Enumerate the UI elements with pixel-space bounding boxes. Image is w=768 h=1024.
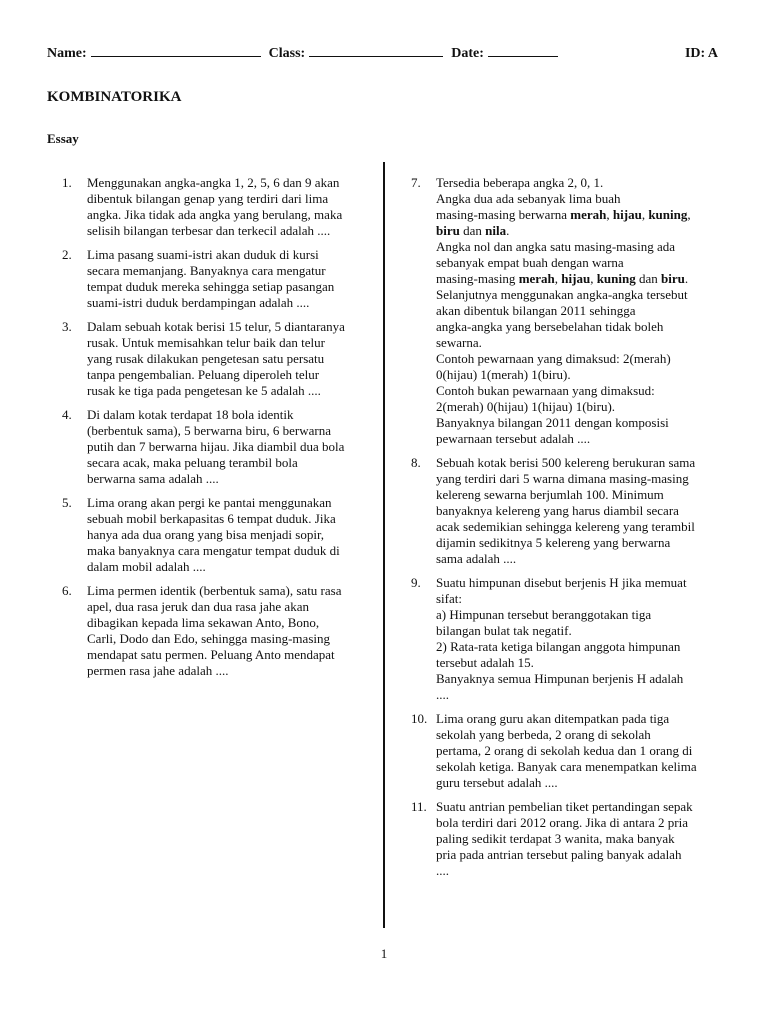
text-run: , [554,271,562,286]
question-line: angka-angka yang bersebelahan tidak boleh [436,319,664,334]
date-field [451,44,558,62]
question-line: sebuah mobil berkapasitas 6 tempat duduk. Jika [87,511,336,526]
question-number: 1. [62,175,72,190]
question-line [436,223,728,239]
question-line: Lima orang guru akan ditempatkan pada tiga [436,711,670,726]
question-line: mendapat satu permen. Peluang Anto mendapat [87,647,335,662]
text-run: , [606,207,613,222]
question-line: dibentuk bilangan genap yang terdiri dari lima [87,191,329,206]
question-line: permen rasa jahe adalah .... [87,663,229,678]
question-line: Menggunakan angka-angka 1, 2, 5, 6 dan 9 akan [87,175,340,190]
question-number: 5. [62,495,72,510]
question-5 [62,495,374,575]
section-heading: Essay [47,131,79,146]
question-line: Suatu himpunan disebut berjenis H jika memuat [436,575,687,590]
question-line: .... [436,687,449,702]
question-7 [411,175,728,447]
question-line: Carli, Dodo dan Edo, sehingga masing-masing [87,631,330,646]
question-line: bola terdiri dari 2012 orang. Jika di antara 2 pria [436,815,688,830]
question-line: sewarna. [436,335,482,350]
question-line: apel, dua rasa jeruk dan dua rasa jahe akan [87,599,309,614]
question-line [436,207,728,223]
date-blank-line [488,44,558,57]
question-line: yang rusak dilakukan pengetesan satu persatu [87,351,325,366]
question-line: tempat duduk mereka sehingga setiap pasangan [87,279,335,294]
color-word: nila [485,223,507,238]
question-number: 7. [411,175,421,190]
question-line: yang terdiri dari 5 warna dimana masing-masing [436,471,689,486]
name-field [47,44,261,62]
question-line: sekolah ketiga. Banyak cara menempatkan kelima [436,759,697,774]
question-9 [411,575,728,703]
question-line: Banyaknya semua Himpunan berjenis H adalah [436,671,684,686]
question-text [87,407,374,487]
question-line: sama adalah .... [436,551,517,566]
color-word: merah [570,207,607,222]
question-line: sekolah yang berbeda, 2 orang di sekolah [436,727,651,742]
question-line: rusak ke tiga pada pengetesan ke 5 adalah .... [87,383,321,398]
id-label: ID: A [684,46,718,61]
question-number: 4. [62,407,72,422]
color-word: kuning [648,207,688,222]
question-text [87,247,374,311]
question-text [87,583,374,679]
color-word: hijau [561,271,591,286]
question-line: putih dan 7 berwarna hijau. Jika diambil dua bola [87,439,345,454]
question-line: sebanyak empat buah dengan warna [436,255,624,270]
question-text [436,799,728,879]
question-text [436,455,728,567]
right-column [411,175,728,887]
color-word: hijau [612,207,642,222]
class-blank-line [309,44,443,57]
question-line: Dalam sebuah kotak berisi 15 telur, 5 diantaranya [87,319,345,334]
question-3 [62,319,374,399]
question-2 [62,247,374,311]
question-line: Lima permen identik (berbentuk sama), satu rasa [87,583,342,598]
question-number: 9. [411,575,421,590]
question-line: Tersedia beberapa angka 2, 0, 1. [436,175,604,190]
column-divider [383,162,385,928]
question-number: 2. [62,247,72,262]
question-line: secara acak, maka peluang terambil bola [87,455,298,470]
question-4 [62,407,374,487]
color-word: biru [436,223,460,238]
question-line: pewarnaan tersebut adalah .... [436,431,591,446]
question-line: guru tersebut adalah .... [436,775,558,790]
question-text [436,175,728,447]
text-run: , [687,207,691,222]
question-text [436,711,728,791]
question-line: Banyaknya bilangan 2011 dengan komposisi [436,415,669,430]
question-number: 6. [62,583,72,598]
text-run: masing-masing [436,271,519,286]
class-label: Class: [268,46,306,61]
color-word: biru [661,271,685,286]
question-line: tanpa pengembalian. Peluang diperoleh telur [87,367,320,382]
question-line: paling sedikit terdapat 3 wanita, maka banyak [436,831,675,846]
question-line: Suatu antrian pembelian tiket pertandingan sepak [436,799,693,814]
text-run: dan [459,223,486,238]
worksheet-header [47,44,718,62]
id-field [685,46,718,62]
text-run: . [506,223,510,238]
question-line: .... [436,863,449,878]
question-number: 10. [411,711,428,726]
question-line: 0(hijau) 1(merah) 1(biru). [436,367,571,382]
question-line: 2) Rata-rata ketiga bilangan anggota himpunan [436,639,681,654]
question-1 [62,175,374,239]
question-line: berwarna sama adalah .... [87,471,219,486]
question-line: Angka nol dan angka satu masing-masing ada [436,239,675,254]
question-line: Lima orang akan pergi ke pantai menggunakan [87,495,332,510]
question-number: 8. [411,455,421,470]
question-line: hanya ada dua orang yang bisa menjadi sopir, [87,527,325,542]
question-line: 2(merah) 0(hijau) 1(hijau) 1(biru). [436,399,616,414]
question-line: maka banyaknya cara mengatur tempat duduk di [87,543,340,558]
question-line: a) Himpunan tersebut beranggotakan tiga [436,607,652,622]
question-line: selisih bilangan terbesar dan terkecil adalah .... [87,223,331,238]
question-number: 3. [62,319,72,334]
text-run: masing-masing berwarna [436,207,571,222]
question-text [436,575,728,703]
question-line: secara memanjang. Banyaknya cara mengatur [87,263,326,278]
question-line: Sebuah kotak berisi 500 kelereng berukuran sama [436,455,696,470]
question-10 [411,711,728,791]
worksheet-title: KOMBINATORIKA [47,89,182,105]
question-line: acak sedemikian sehingga kelereng yang terambil [436,519,695,534]
name-label: Name: [47,46,87,61]
question-line: tersebut adalah 15. [436,655,534,670]
question-line: Lima pasang suami-istri akan duduk di kursi [87,247,319,262]
question-line: dijamin sedikitnya 5 kelereng yang berwarna [436,535,671,550]
question-line: banyaknya kelereng yang harus diambil secara [436,503,679,518]
left-column [62,175,374,687]
page-number: 1 [380,946,388,961]
text-run: , [590,271,597,286]
question-line: dalam mobil adalah .... [87,559,206,574]
question-line: Contoh bukan pewarnaan yang dimaksud: [436,383,655,398]
question-line: kelereng sewarna berjumlah 100. Minimum [436,487,664,502]
question-line: dibagikan kepada lima sekawan Anto, Bono, [87,615,320,630]
question-number: 11. [411,799,427,814]
question-line: bilangan bulat tak negatif. [436,623,572,638]
color-word: merah [518,271,555,286]
text-run: , [641,207,649,222]
question-line: rusak. Untuk memisahkan telur baik dan telur [87,335,325,350]
question-line: akan dibentuk bilangan 2011 sehingga [436,303,636,318]
question-line: Selanjutnya menggunakan angka-angka tersebut [436,287,688,302]
question-8 [411,455,728,567]
question-line: (berbentuk sama), 5 berwarna biru, 6 berwarna [87,423,332,438]
question-text [87,495,374,575]
question-6 [62,583,374,679]
text-run: dan [635,271,662,286]
question-line: pria pada antrian tersebut paling banyak adalah [436,847,682,862]
class-field [269,44,444,62]
question-line: Contoh pewarnaan yang dimaksud: 2(merah) [436,351,671,366]
question-line: suami-istri duduk berdampingan adalah .... [87,295,310,310]
question-text [87,175,374,239]
question-11 [411,799,728,879]
question-line [436,271,728,287]
question-text [87,319,374,399]
text-run: . [684,271,689,286]
date-label: Date: [451,46,484,61]
color-word: kuning [596,271,636,286]
question-line: pertama, 2 orang di sekolah kedua dan 1 orang di [436,743,693,758]
question-line: Di dalam kotak terdapat 18 bola identik [87,407,294,422]
name-blank-line [91,44,261,57]
question-line: Angka dua ada sebanyak lima buah [436,191,621,206]
question-line: sifat: [436,591,462,606]
question-line: angka. Jika tidak ada angka yang berulang, maka [87,207,343,222]
